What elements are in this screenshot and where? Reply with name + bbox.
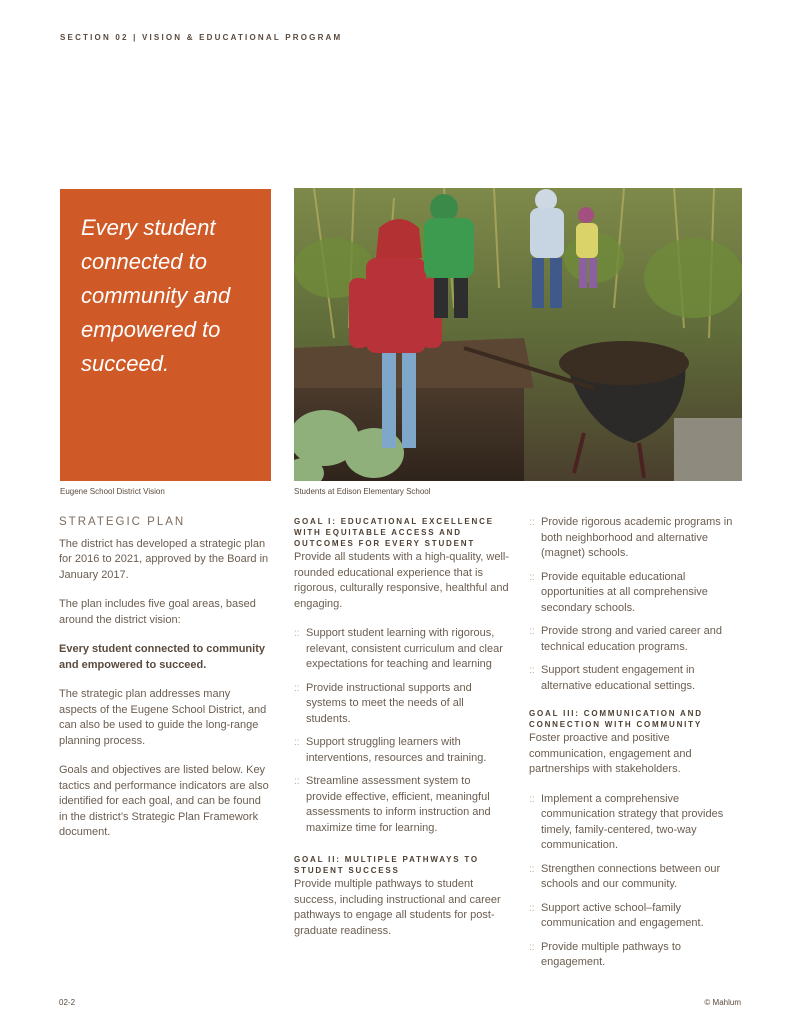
- list-item: :: Support student engagement in alternative educational settings.: [529, 664, 696, 692]
- list-item: :: Provide multiple pathways to engagement.: [529, 940, 682, 968]
- paragraph: The plan includes five goal areas, based around the district vision:: [59, 598, 256, 626]
- quote-line: Every student: [81, 215, 216, 240]
- quote-line: empowered to: [81, 317, 221, 342]
- quote-line: succeed.: [81, 351, 170, 376]
- list-item: :: Support struggling learners with interventions, resources and training.: [294, 736, 487, 764]
- list-item: :: Streamline assessment system to provide effective, efficient, meaningful assessments to inform instruction and maximize time for learning.: [294, 775, 491, 834]
- goal-1-description: Provide all students with a high-quality, well-rounded educational experience that is rigorous, culturally responsive, healthful and engaging.: [294, 551, 510, 610]
- list-item: :: Support active school–family communication and engagement.: [529, 901, 704, 929]
- goal-3-list: [529, 792, 741, 971]
- list-item: :: Provide rigorous academic programs in both neighborhood and alternative (magnet) schools.: [529, 516, 733, 559]
- photo-caption: Students at Edison Elementary School: [294, 487, 431, 496]
- goal-2-heading: GOAL II: MULTIPLE PATHWAYS TO STUDENT SUCCESS: [294, 855, 479, 875]
- list-item: :: Support student learning with rigorous, relevant, consistent curriculum and clear expectations for teaching and learning: [294, 627, 503, 670]
- quote-line: community and: [81, 283, 231, 308]
- goals-column-right: [529, 515, 741, 983]
- copyright: © Mahlum: [704, 998, 741, 1007]
- strategic-plan-heading: STRATEGIC PLAN: [59, 516, 186, 528]
- paragraph: The strategic plan addresses many aspects of the Eugene School District, and can also be used to guide the long-range planning process.: [59, 688, 267, 747]
- goals-column-middle: [294, 516, 509, 953]
- paragraph: Goals and objectives are listed below. Key tactics and performance indicators are also identified for each goal, and can be found in the district’s Strategic Plan Framework document.: [59, 764, 269, 838]
- goal-2-list: [529, 515, 741, 694]
- page-number: 02-2: [59, 998, 76, 1007]
- list-item: :: Provide equitable educational opportunities at all comprehensive secondary schools.: [529, 570, 708, 614]
- garden-photo: [294, 188, 742, 481]
- list-item: :: Provide strong and varied career and technical education programs.: [529, 625, 722, 653]
- quote-line: connected to: [81, 249, 207, 274]
- goal-1-list: [294, 626, 509, 836]
- vision-statement: Every student connected to community and empowered to succeed.: [59, 643, 265, 671]
- list-item: :: Provide instructional supports and systems to meet the needs of all students.: [294, 681, 472, 725]
- goal-1-heading: GOAL I: EDUCATIONAL EXCELLENCE WITH EQUITABLE ACCESS AND OUTCOMES FOR EVERY STUDENT: [294, 517, 494, 548]
- goal-3-heading: GOAL III: COMMUNICATION AND CONNECTION WITH COMMUNITY: [529, 709, 703, 729]
- paragraph: The district has developed a strategic plan for 2016 to 2021, approved by the Board in January 2017.: [59, 537, 269, 581]
- vision-quote: [81, 211, 261, 381]
- goal-2-description: Provide multiple pathways to student success, including instructional and career pathways to engage all students for post-graduate readiness.: [294, 878, 501, 937]
- goal-3-description: Foster proactive and positive communication, engagement and partnerships with stakeholders.: [529, 732, 692, 775]
- vision-quote-box: [60, 189, 271, 481]
- list-item: :: Strengthen connections between our schools and our community.: [529, 862, 721, 890]
- strategic-plan-column: [59, 515, 271, 855]
- list-item: :: Implement a comprehensive communication strategy that provides timely, family-centered, two-way communication.: [529, 792, 724, 851]
- section-header: SECTION 02 | VISION & EDUCATIONAL PROGRAM: [60, 33, 343, 42]
- quote-caption: Eugene School District Vision: [60, 487, 165, 496]
